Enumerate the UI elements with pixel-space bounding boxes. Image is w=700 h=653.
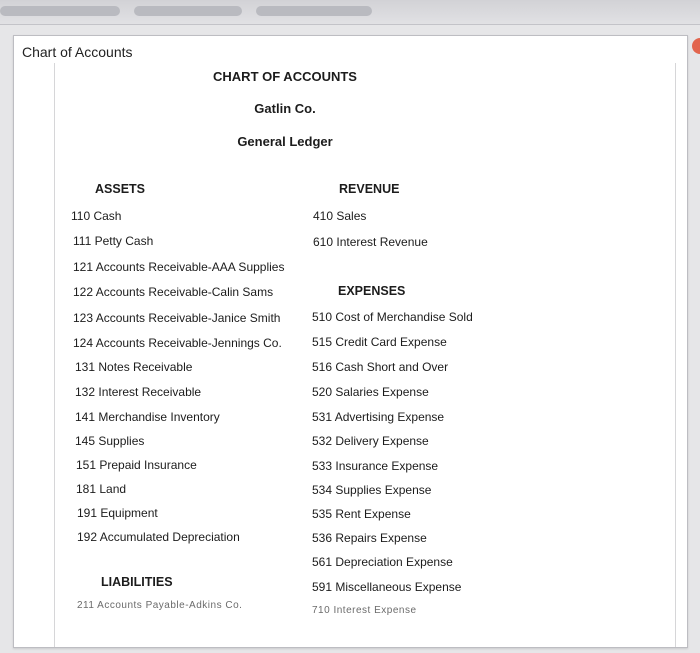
side-accent-icon xyxy=(692,38,700,54)
account-row: 111 Petty Cash xyxy=(73,234,154,248)
account-row: 141 Merchandise Inventory xyxy=(75,410,220,424)
account-row: 121 Accounts Receivable-AAA Supplies xyxy=(73,260,285,274)
tab[interactable] xyxy=(256,6,372,16)
liabilities-heading: LIABILITIES xyxy=(101,575,173,589)
account-row: 123 Accounts Receivable-Janice Smith xyxy=(73,311,281,325)
ledger-name: General Ledger xyxy=(237,134,333,149)
tab[interactable] xyxy=(134,6,242,16)
account-row: 110 Cash xyxy=(71,209,122,223)
account-row: 410 Sales xyxy=(313,209,367,223)
account-row: 132 Interest Receivable xyxy=(75,385,202,399)
account-row: 211 Accounts Payable-Adkins Co. xyxy=(77,600,243,611)
account-row: 535 Rent Expense xyxy=(312,507,411,521)
account-row: 515 Credit Card Expense xyxy=(312,335,447,349)
account-row: 710 Interest Expense xyxy=(312,605,417,616)
account-row: 536 Repairs Expense xyxy=(312,531,427,545)
company-name: Gatlin Co. xyxy=(254,101,316,116)
account-row: 124 Accounts Receivable-Jennings Co. xyxy=(73,336,282,350)
account-row: 533 Insurance Expense xyxy=(312,459,439,473)
account-row: 510 Cost of Merchandise Sold xyxy=(312,310,473,324)
revenue-heading: REVENUE xyxy=(339,182,400,196)
account-row: 181 Land xyxy=(76,482,127,496)
account-row: 561 Depreciation Expense xyxy=(312,555,453,569)
account-row: 534 Supplies Expense xyxy=(312,483,432,497)
account-row: 591 Miscellaneous Expense xyxy=(312,580,462,594)
assets-heading: ASSETS xyxy=(95,182,146,196)
account-row: 531 Advertising Expense xyxy=(312,410,445,424)
account-row: 145 Supplies xyxy=(75,434,145,448)
account-row: 192 Accumulated Depreciation xyxy=(77,530,240,544)
chart-of-accounts-content xyxy=(54,63,676,647)
account-row: 532 Delivery Expense xyxy=(312,434,429,448)
chart-of-accounts-panel xyxy=(13,35,688,648)
account-row: 122 Accounts Receivable-Calin Sams xyxy=(73,285,274,299)
account-row: 516 Cash Short and Over xyxy=(312,360,449,374)
account-row: 610 Interest Revenue xyxy=(313,235,428,249)
account-row: 151 Prepaid Insurance xyxy=(76,458,197,472)
browser-tab-bar xyxy=(0,0,700,25)
account-row: 520 Salaries Expense xyxy=(312,385,429,399)
account-row: 191 Equipment xyxy=(77,506,158,520)
expenses-heading: EXPENSES xyxy=(338,284,406,298)
account-row: 131 Notes Receivable xyxy=(75,360,193,374)
tab[interactable] xyxy=(0,6,120,16)
panel-title: Chart of Accounts xyxy=(22,44,133,60)
document-title: CHART OF ACCOUNTS xyxy=(213,69,357,84)
